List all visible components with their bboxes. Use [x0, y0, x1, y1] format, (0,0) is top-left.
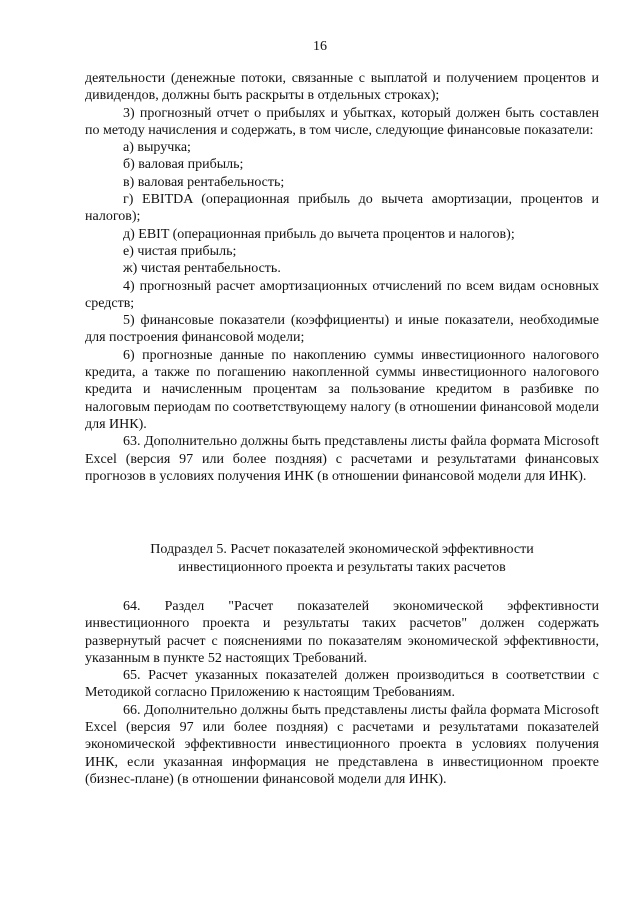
list-item: ж) чистая рентабельность.: [123, 261, 281, 277]
paragraph: 4) прогнозный расчет амортизационных отчислений по всем видам основных средств;: [85, 278, 599, 311]
paragraph: 64. Раздел "Расчет показателей экономической эффективности инвестиционного проекта и результаты таких расчетов" должен содержать развернутый расчет с пояснениями по показателям экономической эффективности, указанным в пункте 52 настоящих Требований.: [85, 599, 599, 666]
list-item: г) EBITDA (операционная прибыль до вычета амортизации, процентов и налогов);: [85, 192, 599, 225]
list-item: д) EBIT (операционная прибыль до вычета процентов и налогов);: [123, 226, 515, 242]
list-item: в) валовая рентабельность;: [123, 174, 285, 190]
paragraph: 65. Расчет указанных показателей должен производиться в соответствии с Методикой согласно Приложению к настоящим Требованиям.: [85, 668, 599, 701]
paragraph: 63. Дополнительно должны быть представлены листы файла формата Microsoft Excel (версия 97 или более поздняя) с расчетами и результатами финансовых прогнозов в условиях получения ИНК (в отношении финансовой модели для ИНК).: [85, 434, 599, 484]
page-number: 16: [313, 39, 327, 54]
section-heading-line: Подраздел 5. Расчет показателей экономической эффективности: [150, 542, 534, 557]
body-text-top: [85, 70, 599, 485]
list-item: б) валовая прибыль;: [123, 157, 244, 173]
paragraph: деятельности (денежные потоки, связанные с выплатой и получением процентов и дивидендов, должны быть раскрыты в отдельных строках);: [85, 71, 599, 104]
paragraph: 3) прогнозный отчет о прибылях и убытках, который должен быть составлен по методу начисления и содержать, в том числе, следующие финансовые показатели:: [85, 105, 599, 138]
section-heading: [85, 541, 599, 577]
section-heading-line: инвестиционного проекта и результаты таких расчетов: [178, 560, 506, 575]
body-text-bottom: [85, 598, 599, 788]
paragraph: 6) прогнозные данные по накоплению суммы инвестиционного налогового кредита, а также по погашению накопленной суммы инвестиционного налогового кредита и начисленным процентам за пользование кредитом в разбивке по налоговым периодам по соответствующему налогу (в отношении финансовой модели для ИНК).: [85, 347, 599, 432]
paragraph: 5) финансовые показатели (коэффициенты) и иные показатели, необходимые для построения финансовой модели;: [85, 313, 599, 346]
paragraph: 66. Дополнительно должны быть представлены листы файла формата Microsoft Excel (версия 97 или более поздняя) с расчетами и результатами показателей экономической эффективности инвестиционного проекта в условиях получения ИНК, если указанная информация не представлена в инвестиционном проекте (бизнес-плане) (в отношении финансовой модели для ИНК).: [85, 702, 599, 787]
list-item: е) чистая прибыль;: [123, 243, 237, 259]
list-item: а) выручка;: [123, 140, 191, 156]
